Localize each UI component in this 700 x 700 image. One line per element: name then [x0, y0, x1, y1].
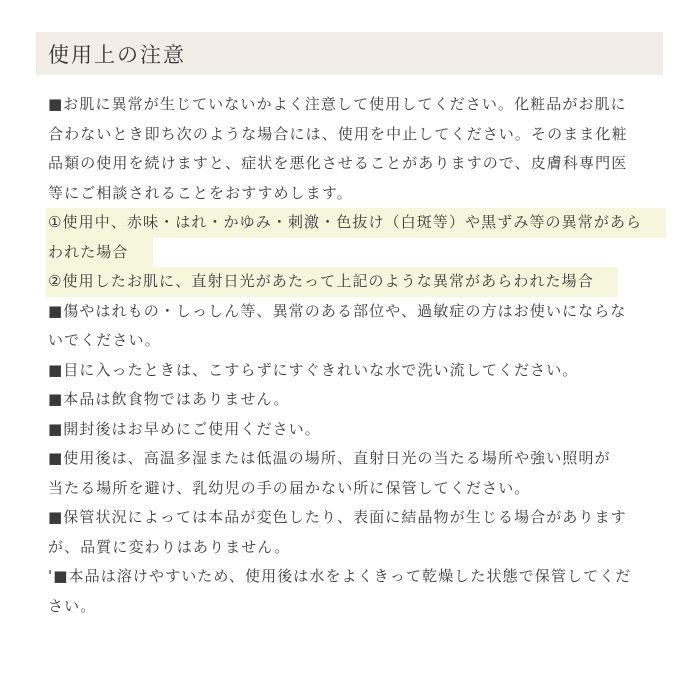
text-line: ①使用中、赤味・はれ・かゆみ・刺激・色抜け（白斑等）や黒ずみ等の異常があら: [46, 208, 666, 238]
text-line: ■保管状況によっては本品が変色したり、表面に結晶物が生じる場合があります: [48, 508, 627, 526]
page-title: 使用上の注意: [48, 42, 186, 67]
text-line: ■傷やはれもの・しっしん等、異常のある部位や、過敏症の方はお使いにならな: [48, 301, 627, 320]
precaution-paragraph: [48, 297, 670, 356]
precaution-paragraph: [48, 385, 670, 415]
precaution-paragraph: [48, 444, 670, 503]
section-header: [36, 32, 663, 75]
text-line: いでください。: [48, 331, 161, 349]
text-line: われた場合: [46, 238, 153, 268]
text-line: ②使用したお肌に、直射日光があたって上記のような異常があらわれた場合: [46, 267, 618, 297]
precaution-paragraph: [48, 562, 670, 621]
text-line: ■目に入ったときは、こすらずにすぐきれいな水で洗い流してください。: [48, 360, 579, 379]
text-line: '■本品は溶けやすいため、使用後は水をよくきって乾燥した状態で保管してくだ: [48, 567, 632, 585]
text-line: 品類の使用を続けますと、症状を悪化させることがありますので、皮膚科専門医: [48, 154, 628, 172]
precaution-paragraph: [48, 356, 670, 386]
text-line: が、品質に変わりはありません。: [48, 537, 291, 556]
text-line: さい。: [48, 596, 97, 615]
text-line: ■開封後はお早めにご使用ください。: [48, 419, 321, 438]
text-line: ■本品は飲食物ではありません。: [48, 390, 290, 408]
text-line: ■使用後は、高温多湿または低温の場所、直射日光の当たる場所や強い照明が: [48, 449, 611, 467]
precaution-paragraph: [48, 90, 670, 208]
text-line: 等にご相談されることをおすすめします。: [48, 183, 353, 202]
text-line: 合わないとき即ち次のような場合には、使用を中止してください。そのまま化粧: [48, 124, 628, 143]
precaution-paragraph: [48, 503, 670, 562]
text-line: ■お肌に異常が生じていないかよく注意して使用してください。化粧品がお肌に: [48, 95, 627, 113]
precautions-body: [48, 90, 670, 621]
highlighted-condition-1: [48, 208, 670, 267]
precaution-paragraph: [48, 415, 670, 445]
highlighted-condition-2: [48, 267, 670, 297]
text-line: 当たる場所を避け、乳幼児の手の届かない所に保管してください。: [48, 478, 531, 497]
